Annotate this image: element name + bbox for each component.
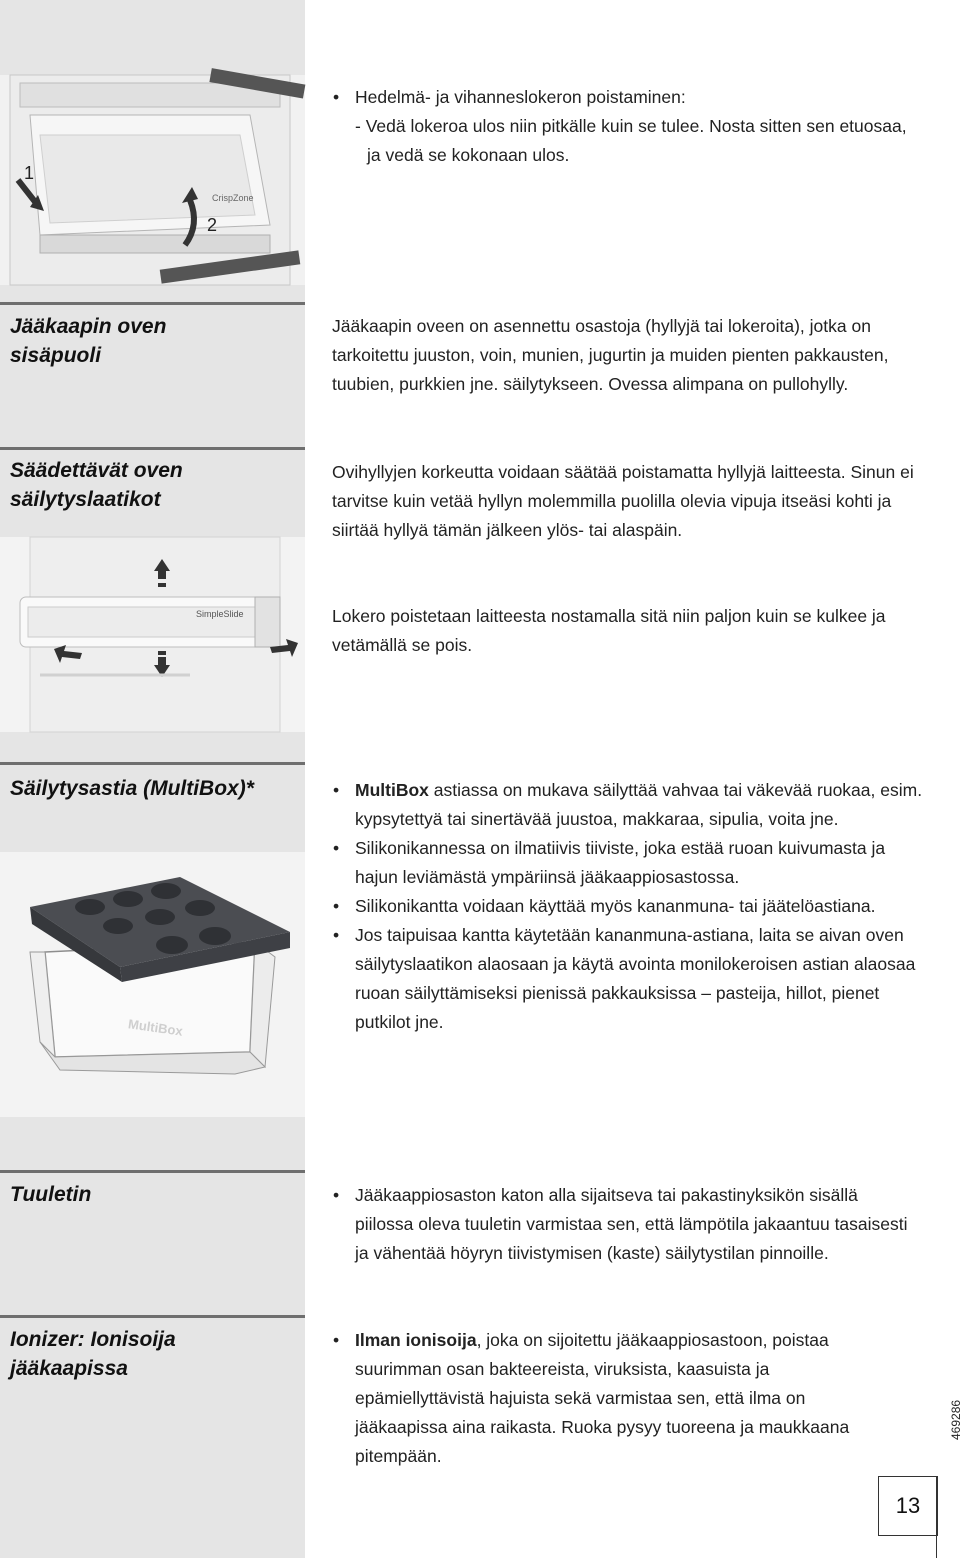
- section-title-multibox: Säilytysastia (MultiBox)*: [10, 777, 254, 800]
- footer-line: [936, 1476, 937, 1558]
- multibox-figure: [0, 852, 305, 1117]
- multibox-bullet-3-text: Silikonikantta voidaan käyttää myös kananmuna- tai jäätelöastiana.: [355, 896, 876, 916]
- section-title-fan: Tuuletin: [10, 1183, 92, 1206]
- doc-number: 469286: [949, 1399, 963, 1440]
- multibox-logo: MultiBox: [127, 1016, 184, 1039]
- section-title-ionizer: Ionizer: Ionisoija jääkaapissa: [10, 1328, 176, 1380]
- divider-fan: [0, 1170, 305, 1173]
- multibox-bullet-3: [333, 892, 927, 921]
- divider-ionizer: [0, 1315, 305, 1318]
- multibox-bullets: [333, 776, 927, 1037]
- multibox-bullet-4: [333, 921, 927, 1037]
- ionizer-bullet-strong: Ilman ionisoija: [355, 1330, 477, 1350]
- multibox-bullet-1-strong: MultiBox: [355, 780, 429, 800]
- figure-label-2: 2: [207, 215, 218, 235]
- divider-multibox: [0, 762, 305, 765]
- ionizer-bullet: [333, 1326, 901, 1471]
- door-inside-text: Jääkaapin oveen on asennettu osastoja (hyllyjä tai lokeroita), jotka on tarkoitettu juuston, voin, munien, jugurtin ja muiden pienten pakkausten, tuubien, purkkien jne. säilytykseen. Ovessa alimpana on pullohylly.: [332, 316, 889, 394]
- ionizer-bullet-text: , joka on sijoitettu jääkaappiosastoon, poistaa suurimman osan bakteereista, viruksista, kaasuista ja epämiellyttävistä hajuista sekä varmistaa sen, että ilma on jääkaapissa aina raikasta. Ruoka pysyy tuoreena ja maukkaana pitempään.: [355, 1330, 850, 1466]
- ionizer-text: [333, 1326, 901, 1471]
- fan-text: [333, 1181, 913, 1268]
- multibox-bullet-2: [333, 834, 927, 892]
- crisper-step: - Vedä lokeroa ulos niin pitkälle kuin se tulee. Nosta sitten sen etuosaa, ja vedä se kokonaan ulos.: [355, 116, 907, 165]
- divider-door-inside: [0, 302, 305, 305]
- section-title-door-inside: Jääkaapin oven sisäpuoli: [10, 315, 167, 367]
- simpleslide-logo: SimpleSlide: [196, 609, 244, 619]
- crisper-drawer-figure: [0, 75, 305, 285]
- door-shelf-illustration: [0, 537, 305, 732]
- page-number-box: [878, 1476, 938, 1536]
- multibox-bullet-1: [333, 776, 927, 834]
- crispzone-logo: CrispZone: [212, 193, 254, 203]
- multibox-bullet-1-text: astiassa on mukava säilyttää vahvaa tai väkevää ruokaa, esim. kypsytettyä tai sinertävää juustoa, makkaraa, sipulia, voita jne.: [355, 780, 923, 829]
- fan-bullet: • Jääkaappiosaston katon alla sijaitseva tai pakastinyksikön sisällä piilossa oleva tuuletin varmistaa sen, että lämpötila jakaantuu tasaisesti ja vähentää höyryn tiivistymisen (kaste) säilytystilan pinnoille.: [333, 1181, 913, 1268]
- crisper-instructions: [333, 83, 933, 170]
- multibox-bullet-2-text: Silikonikannessa on ilmatiivis tiiviste, joka estää ruoan kuivumasta ja hajun leviämästä ympäriinsä jääkaappiosastossa.: [355, 838, 886, 887]
- adjustable-text-1: Ovihyllyjen korkeutta voidaan säätää poistamatta hyllyjä laitteesta. Sinun ei tarvitse kuin vetää hyllyn molemmilla puolilla olevia vipuja itseäsi kohti ja siirtää hyllyä tämän jälkeen ylös- tai alaspäin.: [332, 462, 914, 540]
- multibox-bullet-4-text: Jos taipuisaa kantta käytetään kananmuna-astiana, laita se aivan oven säilytyslaatikon alaosaan ja käytä avointa monilokeroisen astian alaosaa ruoan säilyttämiseksi pienissä pakkauksissa – pasteija, hillot, pienet putkilot jne.: [355, 925, 916, 1032]
- divider-adjustable: [0, 447, 305, 450]
- crisper-drawer-illustration: [0, 75, 305, 285]
- multibox-illustration: [0, 852, 305, 1117]
- section-title-adjustable: Säädettävät oven säilytyslaatikot: [10, 459, 183, 511]
- crisper-heading: • Hedelmä- ja vihanneslokeron poistaminen:: [333, 83, 933, 112]
- door-shelf-figure: [0, 537, 305, 732]
- page-number: 13: [895, 1493, 921, 1518]
- figure-label-1: 1: [24, 163, 35, 183]
- adjustable-text-2: Lokero poistetaan laitteesta nostamalla sitä niin paljon kuin se kulkee ja vetämällä se pois.: [332, 606, 886, 655]
